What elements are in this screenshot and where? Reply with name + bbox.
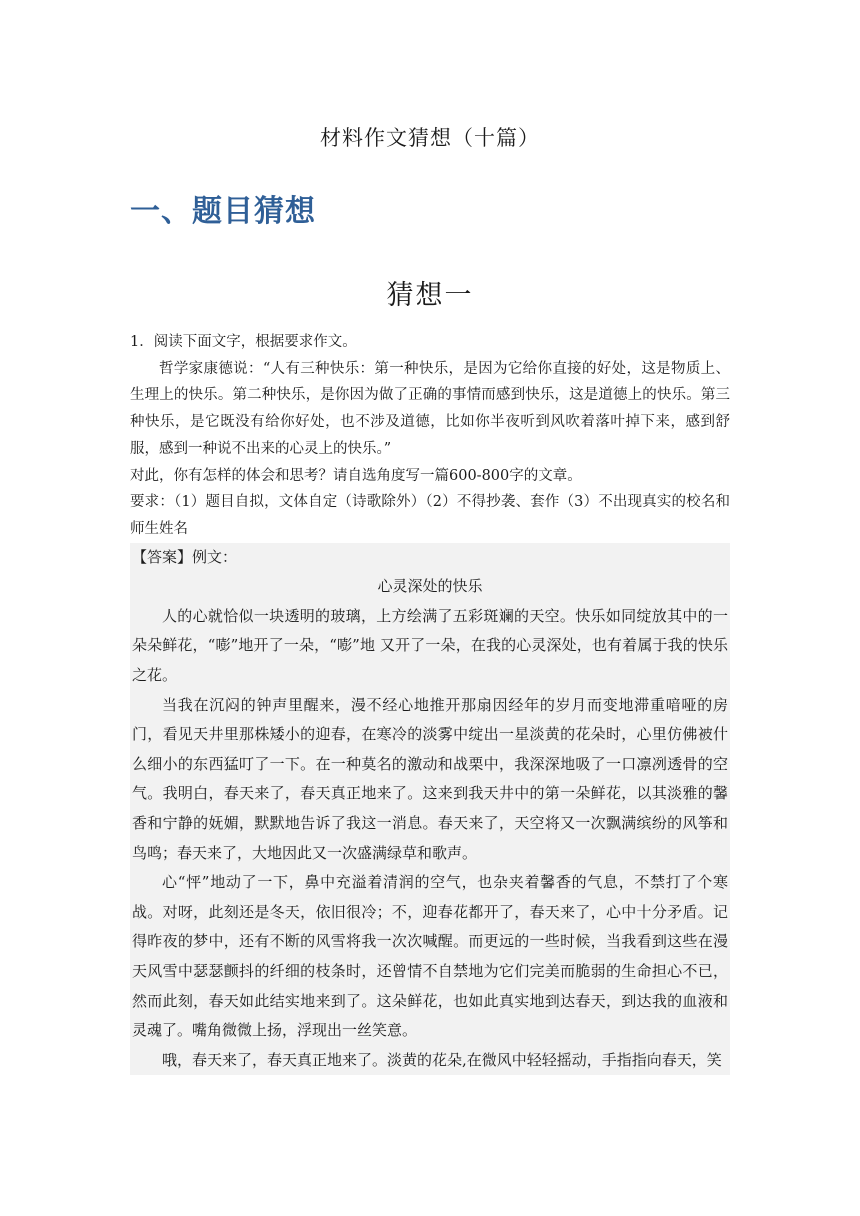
section-heading: 一、题目猜想 bbox=[130, 194, 316, 229]
question-material: 哲学家康德说：“人有三种快乐：第一种快乐，是因为它给你直接的好处，这是物质上、生理上的快乐。第二种快乐，是你因为做了正确的事情而感到快乐，这是道德上的快乐。第三种快乐，是它既没有给你好处，也不涉及道德，比如你半夜听到风吹着落叶掉下来，感到舒服，感到一种说不出来的心灵上的快乐。” bbox=[130, 360, 730, 457]
essay-paragraph: 心“怦”地动了一下，鼻中充溢着清润的空气，也杂夹着馨香的气息，不禁打了个寒战。对呀，此刻还是冬天，依旧很冷；不，迎春花都开了，春天来了，心中十分矛盾。记得昨夜的梦中，还有不断的风雪将我一次次喊醒。而更远的一些时候，当我看到这些在漫天风雪中瑟瑟颤抖的纤细的枝条时，还曾情不自禁地为它们完美而脆弱的生命担心不已，然而此刻，春天如此结实地来到了。这朵鲜花，也如此真实地到达春天，到达我的血液和灵魂了。嘴角微微上扬，浮现出一丝笑意。 bbox=[132, 873, 728, 1040]
document-title: 材料作文猜想（十篇） bbox=[320, 126, 540, 150]
sub-heading: 猜想一 bbox=[386, 280, 474, 311]
essay-paragraph: 人的心就恰似一块透明的玻璃，上方绘满了五彩斑斓的天空。快乐如同绽放其中的一朵朵鲜花，“嘭”地开了一朵，“嘭”地 又开了一朵，在我的心灵深处，也有着属于我的快乐之花。 bbox=[132, 606, 728, 684]
essay-paragraph: 哦，春天来了，春天真正地来了。淡黄的花朵,在微风中轻轻摇动，手指指向春天，笑 bbox=[162, 1050, 722, 1069]
answer-section bbox=[130, 543, 730, 1076]
answer-label: 【答案】例文： bbox=[132, 547, 238, 566]
essay-paragraph: 当我在沉闷的钟声里醒来，漫不经心地推开那扇因经年的岁月而变地滞重喑哑的房门，看见天井里那株矮小的迎春，在寒冷的淡雾中绽出一星淡黄的花朵时，心里仿佛被什么细小的东西猛叮了一下。在一种莫名的激动和战栗中，我深深地吸了一口凛冽透骨的空气。我明白，春天来了，春天真正地来了。这来到我天井中的第一朵鲜花，以其淡雅的馨香和宁静的妩媚，默默地告诉了我这一消息。春天来了，天空将又一次飘满缤纷的风筝和鸟鸣；春天来了，大地因此又一次盛满绿草和歌声。 bbox=[132, 695, 728, 862]
question-instruction: 1．阅读下面文字，根据要求作文。 bbox=[130, 334, 357, 350]
document-body bbox=[130, 329, 730, 1075]
question-prompt: 对此，你有怎样的体会和思考？请自选角度写一篇600-800字的文章。 bbox=[130, 467, 582, 484]
question-requirements: 要求：（1）题目自拟，文体自定（诗歌除外）（2）不得抄袭、套作（3）不出现真实的校名和师生姓名 bbox=[130, 494, 730, 537]
essay-title: 心灵深处的快乐 bbox=[377, 577, 483, 596]
